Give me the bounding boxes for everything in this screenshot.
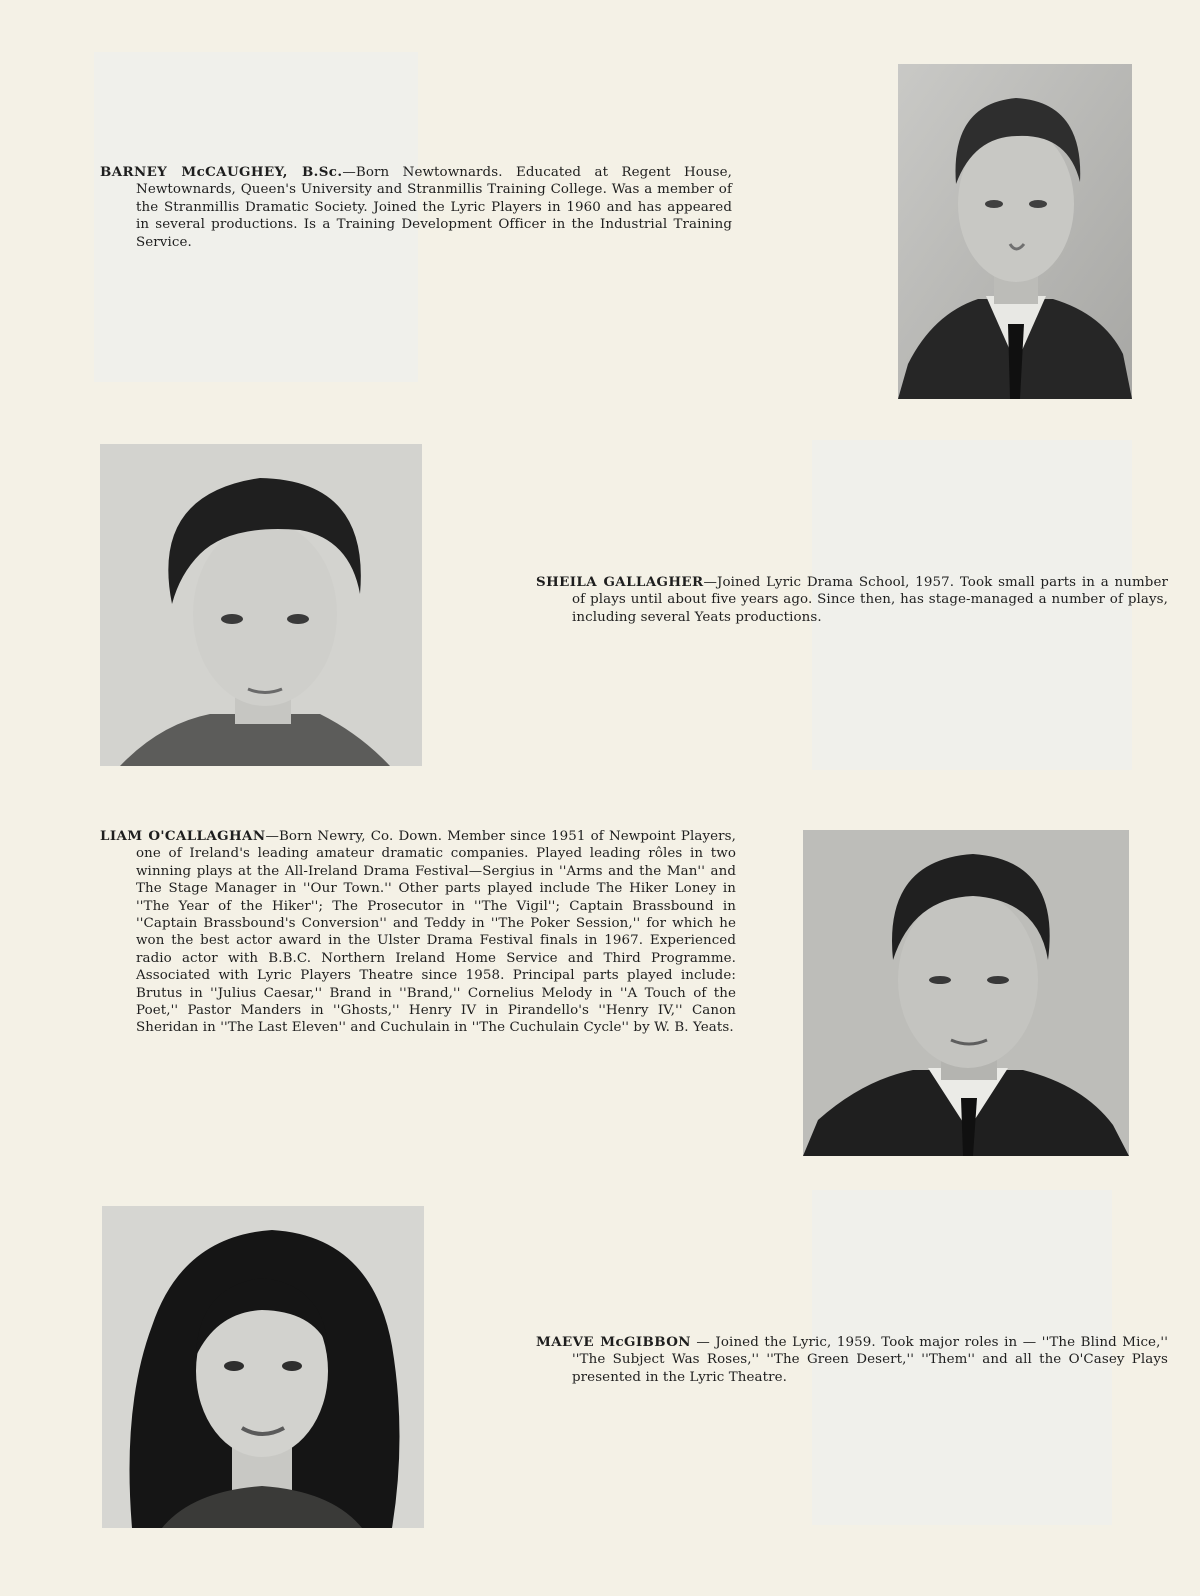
- bio-barney-mccaughey: [100, 164, 732, 251]
- portrait-photo-maeve-mcgibbon: [102, 1206, 424, 1528]
- bio-text: —Born Newtownards. Educated at Regent House, Newtownards, Queen's University and Stranmillis Training College. Was a member of the Stranmillis Dramatic Society. Joined the Lyric Players in 1960 and has appeared in several productions. Is a Training Development Officer in the Industrial Training Service.: [136, 165, 732, 250]
- portrait-photo-barney-mccaughey: [898, 64, 1132, 399]
- woman-portrait-illustration: [100, 444, 422, 766]
- man-portrait-illustration: [803, 830, 1129, 1156]
- person-name: SHEILA GALLAGHER: [536, 574, 704, 590]
- person-name: MAEVE McGIBBON: [536, 1334, 691, 1350]
- bio-text: — Joined the Lyric, 1959. Took major roles in — ''The Blind Mice,'' ''The Subject Was Roses,'' ''The Green Desert,'' ''Them'' and all the O'Casey Plays presented in the Lyric Theatre.: [572, 1335, 1168, 1385]
- woman-portrait-illustration: [102, 1206, 424, 1528]
- bio-maeve-mcgibbon: [536, 1334, 1168, 1386]
- bio-text: —Born Newry, Co. Down. Member since 1951 of Newpoint Players, one of Ireland's leading amateur dramatic companies. Played leading rôles in two winning plays at the All-Ireland Drama Festival—Sergius in ''Arms and the Man'' and The Stage Manager in ''Our Town.'' Other parts played include The Hiker Loney in ''The Year of the Hiker''; The Prosecutor in ''The Vigil''; Captain Brassbound in ''Captain Brassbound's Conversion'' and Teddy in ''The Poker Session,'' for which he won the best actor award in the Ulster Drama Festival finals in 1967. Experienced radio actor with B.B.C. Northern Ireland Home Service and Third Programme. Associated with Lyric Players Theatre since 1958. Principal parts played include: Brutus in ''Julius Caesar,'' Brand in ''Brand,'' Cornelius Melody in ''A Touch of the Poet,'' Pastor Manders in ''Ghosts,'' Henry IV in Pirandello's ''Henry IV,'' Canon Sheridan in ''The Last Eleven'' and Cuchulain in ''The Cuchulain Cycle'' by W. B. Yeats.: [136, 829, 737, 1036]
- person-name: LIAM O'CALLAGHAN: [100, 828, 266, 844]
- man-portrait-illustration: [898, 64, 1132, 399]
- bio-liam-ocallaghan: [100, 828, 736, 1037]
- bio-sheila-gallagher: [536, 574, 1168, 626]
- bio-text: —Joined Lyric Drama School, 1957. Took small parts in a number of plays until about five years ago. Since then, has stage-managed a number of plays, including several Yeats productions.: [572, 575, 1168, 625]
- portrait-photo-sheila-gallagher: [100, 444, 422, 766]
- portrait-photo-liam-ocallaghan: [803, 830, 1129, 1156]
- person-name: BARNEY McCAUGHEY, B.Sc.: [100, 164, 343, 180]
